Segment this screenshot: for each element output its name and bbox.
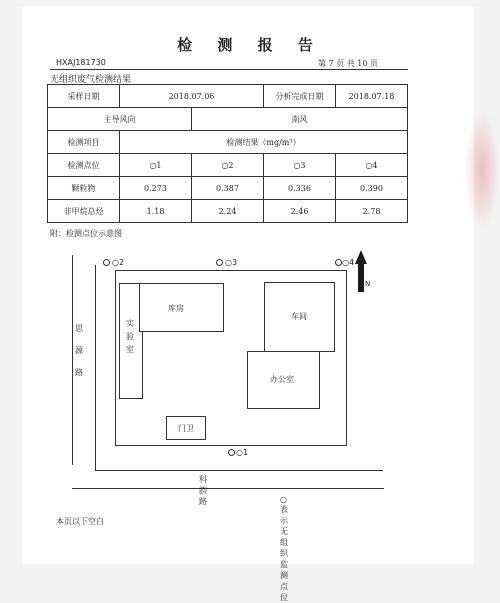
analysis-date-value: 2018.07.18 bbox=[336, 85, 408, 108]
item-label: 检测项目 bbox=[48, 131, 120, 154]
wind-value: 南风 bbox=[192, 108, 408, 131]
cell-value: 0.390 bbox=[336, 177, 408, 200]
row-name: 非甲烷总烃 bbox=[48, 200, 120, 223]
report-code: HXAJ181730 bbox=[56, 58, 106, 67]
building-gate-label: 门卫 bbox=[178, 424, 194, 433]
building-lab-label: 实验室 bbox=[126, 319, 134, 354]
cell-value: 1.18 bbox=[120, 200, 192, 223]
table-row bbox=[48, 108, 408, 131]
row-name: 颗粒物 bbox=[48, 177, 120, 200]
south-road-edge-top bbox=[95, 470, 383, 471]
point-1: ○1 bbox=[120, 154, 192, 177]
building-workshop bbox=[264, 282, 335, 352]
point-label: 检测点位 bbox=[48, 154, 120, 177]
point-2: ○2 bbox=[192, 154, 264, 177]
analysis-date-label: 分析完成日期 bbox=[264, 85, 336, 108]
west-road-edge-inner bbox=[95, 265, 96, 470]
cell-value: 2.78 bbox=[336, 200, 408, 223]
sampling-date-label: 采样日期 bbox=[48, 85, 120, 108]
monitor-point-1-label: ○1 bbox=[236, 448, 249, 457]
cell-value: 0.387 bbox=[192, 177, 264, 200]
wind-label: 主导风向 bbox=[48, 108, 192, 131]
building-warehouse bbox=[139, 283, 224, 332]
table-row bbox=[48, 131, 408, 154]
building-office bbox=[247, 351, 320, 409]
building-office-label: 办公室 bbox=[270, 375, 294, 384]
sampling-date-value: 2018.07.06 bbox=[120, 85, 264, 108]
table-row bbox=[48, 154, 408, 177]
cell-value: 2.46 bbox=[264, 200, 336, 223]
north-label: N bbox=[365, 280, 371, 288]
point-3: ○3 bbox=[264, 154, 336, 177]
page-info: 第 7 页 共 10 页 bbox=[318, 59, 378, 68]
building-workshop-label: 车间 bbox=[291, 312, 307, 321]
monitor-point-2-marker bbox=[103, 259, 110, 266]
south-road-edge-bottom bbox=[72, 488, 384, 489]
result-label: 检测结果（mg/m³） bbox=[120, 131, 408, 154]
report-title: 检 测 报 告 bbox=[177, 36, 323, 54]
results-table bbox=[47, 84, 408, 223]
north-arrow-icon bbox=[351, 248, 375, 296]
south-road-label: 科韵路 bbox=[199, 475, 211, 506]
page-footer-note: 本页以下空白 bbox=[56, 517, 104, 526]
monitor-point-4-marker bbox=[335, 259, 342, 266]
cell-value: 0.273 bbox=[120, 177, 192, 200]
table-row bbox=[48, 200, 408, 223]
monitor-point-3-label: ○3 bbox=[225, 258, 238, 267]
monitor-point-2-label: ○2 bbox=[112, 258, 125, 267]
cell-value: 2.24 bbox=[192, 200, 264, 223]
building-gate bbox=[166, 416, 206, 440]
map-legend: ○表示无组织监测点位 bbox=[280, 495, 288, 602]
point-4: ○4 bbox=[336, 154, 408, 177]
table-row bbox=[48, 177, 408, 200]
monitor-point-3-marker bbox=[216, 259, 223, 266]
red-stamp-mark bbox=[464, 110, 500, 230]
table-row bbox=[48, 85, 408, 108]
west-road-label: 思源路 bbox=[75, 324, 83, 377]
section-title: 无组织废气检测结果 bbox=[50, 75, 132, 85]
building-warehouse-label: 库房 bbox=[168, 304, 184, 313]
map-note: 附：检测点位示意图 bbox=[50, 229, 122, 238]
header-rule bbox=[50, 69, 408, 70]
monitor-point-4-label: ○4 bbox=[342, 258, 355, 267]
cell-value: 0.336 bbox=[264, 177, 336, 200]
west-road-edge-outer bbox=[72, 255, 73, 465]
monitor-point-1-marker bbox=[228, 449, 235, 456]
